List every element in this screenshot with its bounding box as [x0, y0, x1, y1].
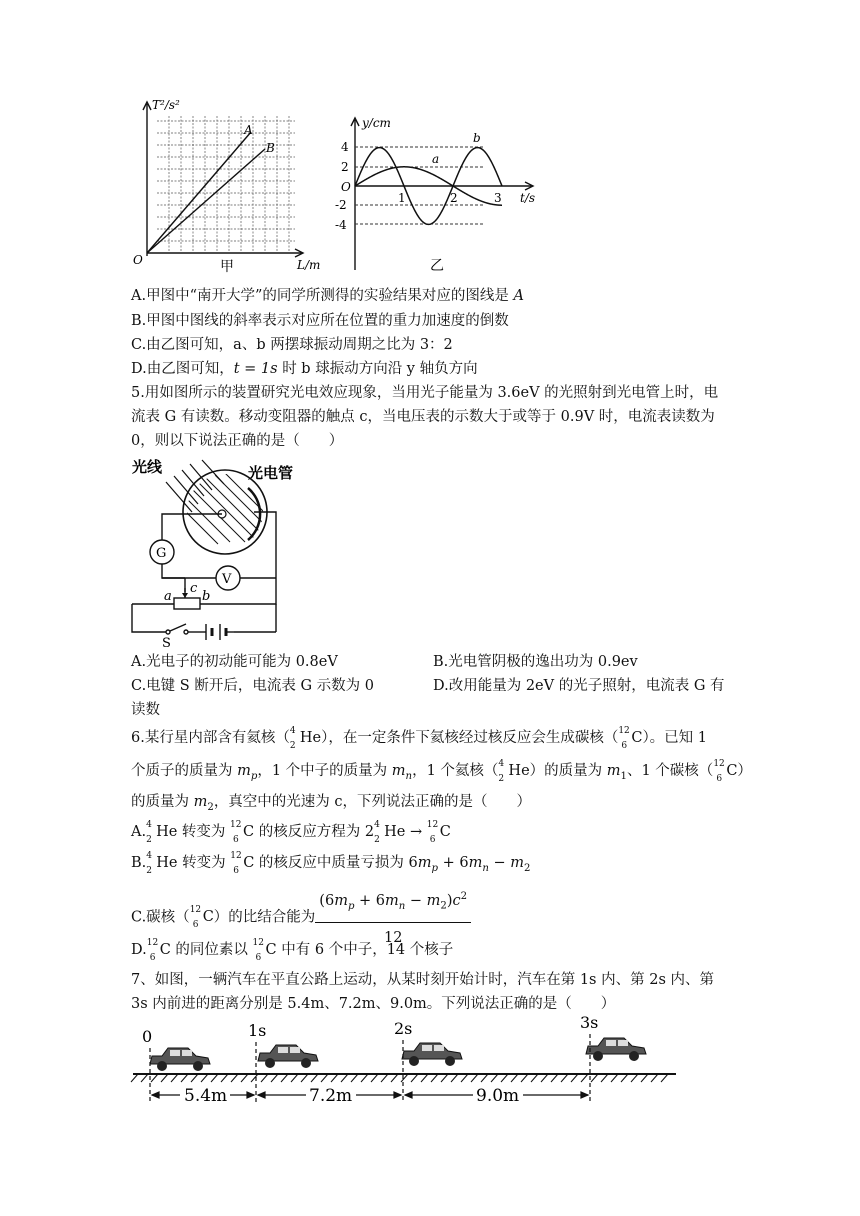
q5-option-d-cont: 读数	[131, 702, 160, 718]
q7-stem-1: 7、如图，一辆汽车在平直公路上运动，从某时刻开始计时，汽车在第 1s 内、第 2s 内、第	[131, 972, 714, 988]
battery	[202, 624, 234, 640]
q6-option-a: A. 4 2 He 转变为 12 6 C 的核反应方程为 2 4 2 He → 12 6 C	[131, 820, 451, 845]
car-motion-figure	[128, 1012, 688, 1112]
line-b-label: B	[266, 141, 275, 155]
tick-y-neg2: -2	[335, 198, 347, 212]
wave-axes	[351, 118, 536, 270]
rheostat	[174, 598, 200, 609]
voltmeter-label: V	[222, 572, 232, 587]
distance-2: 7.2m	[309, 1086, 353, 1106]
switch-label: S	[162, 636, 171, 647]
time-1s: 1s	[248, 1021, 267, 1040]
y-axis-label: y/cm	[362, 116, 391, 130]
car-t0	[150, 1048, 210, 1071]
time-0: 0	[142, 1027, 153, 1046]
carbon-nucleus: 12 6 C	[618, 726, 643, 751]
origin-label: O	[341, 180, 351, 194]
q6-option-b: B. 4 2 He 转变为 12 6 C 的核反应中质量亏损为 $6m_p + 6m_n - m_2$	[131, 851, 531, 876]
q5-option-c: C.电键 S 断开后，电流表 G 示数为 0	[131, 678, 374, 694]
line-a	[147, 132, 251, 253]
q5-stem-1: 5.用如图所示的装置研究光电效应现象，当用光子能量为 3.6eV 的光照射到光电管上时，电	[131, 385, 719, 401]
origin-label: O	[133, 253, 143, 267]
car-t1	[258, 1045, 318, 1068]
q4-option-a: A.甲图中“南开大学”的同学所测得的实验结果对应的图线是 A	[131, 288, 524, 304]
figure-yi	[335, 110, 555, 275]
switch	[166, 624, 188, 634]
tick-y-2: 2	[341, 160, 349, 174]
galvanometer-label: G	[156, 546, 167, 561]
car-t2	[402, 1043, 462, 1066]
q6-stem-3: 的质量为 $m_2$，真空中的光速为 c，下列说法正确的是（ ）	[131, 794, 532, 813]
q7-stem-2: 3s 内前进的距离分别是 5.4m、7.2m、9.0m。下列说法正确的是（ ）	[131, 996, 616, 1012]
figure-caption: 乙	[430, 258, 444, 274]
time-3s: 3s	[580, 1013, 599, 1032]
x-axis-label: L/m	[297, 258, 321, 272]
line-b	[147, 149, 265, 253]
q5-stem-2: 流表 G 有读数。移动变阻器的触点 c，当电压表的示数大于或等于 0.9V 时，电流表读数为	[131, 409, 715, 425]
slider-c: c	[190, 581, 198, 596]
tube-label: 光电管	[248, 464, 294, 482]
q5-option-a: A.光电子的初动能可能为 0.8eV	[131, 654, 338, 670]
tick-y-4: 4	[341, 140, 349, 154]
photoelectric-circuit	[130, 452, 310, 647]
distance-3: 9.0m	[476, 1086, 520, 1106]
wave-a-label: a	[432, 152, 440, 166]
q6-stem-1: 6.某行星内部含有氦核（ 4 2 He），在一定条件下氦核经过核反应会生成碳核（ 12 6 C）。已知 1	[131, 726, 708, 751]
time-2s: 2s	[394, 1019, 413, 1038]
tick-y-neg4: -4	[335, 218, 347, 232]
rheostat-end-a: a	[164, 589, 172, 604]
binding-energy-fraction: $\frac{(6m_p + 6m_n - m_2)c^2}{12}$	[315, 882, 471, 953]
y-axis-label: T²/s²	[152, 98, 180, 112]
axes	[143, 102, 303, 257]
helium-nucleus: 4 2 He	[289, 726, 322, 751]
q4-option-c: C.由乙图可知，a、b 两摆球振动周期之比为 3：2	[131, 337, 453, 353]
wave-b-label: b	[473, 131, 481, 145]
carbon-nucleus: 12 6 C	[713, 759, 738, 784]
grid	[157, 116, 295, 253]
helium-nucleus: 4 2 He	[498, 759, 530, 784]
q5-stem-3: 0，则以下说法正确的是（ ）	[131, 433, 344, 449]
light-rays	[166, 460, 224, 512]
q6-option-d: D. 12 6 C 的同位素以 12 6 C 中有 6 个中子，14 个核子	[131, 938, 454, 963]
q4-option-b: B.甲图中图线的斜率表示对应所在位置的重力加速度的倒数	[131, 313, 509, 329]
tick-x-3: 3	[494, 191, 502, 205]
line-a-label: A	[244, 123, 253, 137]
q5-option-d: D.改用能量为 2eV 的光子照射，电流表 G 有	[433, 678, 725, 694]
figure-caption: 甲	[220, 259, 234, 274]
figure-jia	[130, 96, 330, 274]
q5-option-b: B.光电管阴极的逸出功为 0.9ev	[433, 654, 638, 670]
tick-x-1: 1	[398, 191, 406, 205]
car-t3	[586, 1038, 646, 1061]
tick-x-2: 2	[450, 191, 458, 205]
q6-option-c: C.碳核（ 12 6 C）的比结合能为 $\frac{(6m_p + 6m_n - m_2)c^2}{12}$	[131, 882, 471, 953]
time-labels	[142, 1013, 598, 1046]
q4-option-d: D.由乙图可知，t = 1s 时 b 球振动方向沿 y 轴负方向	[131, 361, 478, 377]
x-axis-label: t/s	[520, 191, 536, 205]
distance-1: 5.4m	[184, 1086, 228, 1106]
rheostat-end-b: b	[202, 589, 211, 604]
light-label: 光线	[132, 458, 163, 476]
q6-stem-2: 个质子的质量为 $m_p$，1 个中子的质量为 $m_n$，1 个氦核（ 4 2 He）的质量为 $m_1$、1 个碳核（ 12 6 C）	[131, 759, 752, 784]
